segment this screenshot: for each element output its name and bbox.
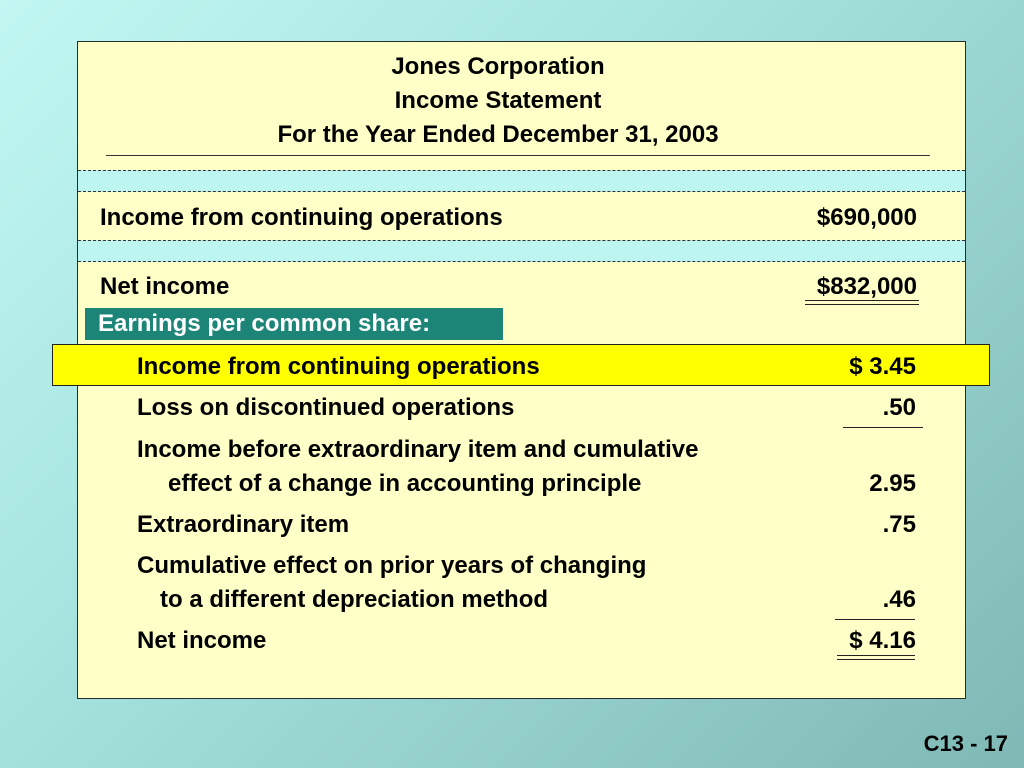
company-name: Jones Corporation [391,53,605,80]
double-underline [805,300,919,301]
eps-cumulative-effect-label-line1: Cumulative effect on prior years of changing [137,552,647,579]
eps-extraordinary-amount: .75 [882,511,916,538]
continuing-ops-amount: $690,000 [816,204,917,231]
eps-discontinued-label: Loss on discontinued operations [137,394,515,421]
statement-period: For the Year Ended December 31, 2003 [277,121,719,148]
header-divider [106,155,930,156]
eps-before-extraordinary-label-line2: effect of a change in accounting principle [168,470,642,497]
statement-title: Income Statement [394,87,602,114]
omitted-rows-band [78,170,965,192]
eps-heading-badge [85,308,503,340]
omitted-rows-band [78,240,965,262]
double-underline [805,304,919,305]
eps-before-extraordinary-label-line1: Income before extraordinary item and cumulative [137,436,699,463]
double-underline [837,655,915,656]
eps-continuing-ops-amount: $ 3.45 [849,353,916,380]
eps-cumulative-effect-label-line2: to a different depreciation method [160,586,549,613]
subtotal-rule [835,619,915,620]
eps-net-income-label: Net income [137,627,267,654]
eps-continuing-ops-label: Income from continuing operations [137,353,540,380]
net-income-amount: $832,000 [816,273,917,300]
eps-before-extraordinary-amount: 2.95 [869,470,916,497]
slide-number: C13 - 17 [923,731,1008,756]
double-underline [837,659,915,660]
continuing-ops-label: Income from continuing operations [100,204,503,231]
eps-discontinued-amount: .50 [882,394,916,421]
eps-cumulative-effect-amount: .46 [882,586,916,613]
eps-extraordinary-label: Extraordinary item [137,511,350,538]
eps-heading: Earnings per common share: [98,310,431,337]
eps-net-income-amount: $ 4.16 [849,627,916,654]
net-income-label: Net income [100,273,230,300]
subtotal-rule [843,427,923,428]
